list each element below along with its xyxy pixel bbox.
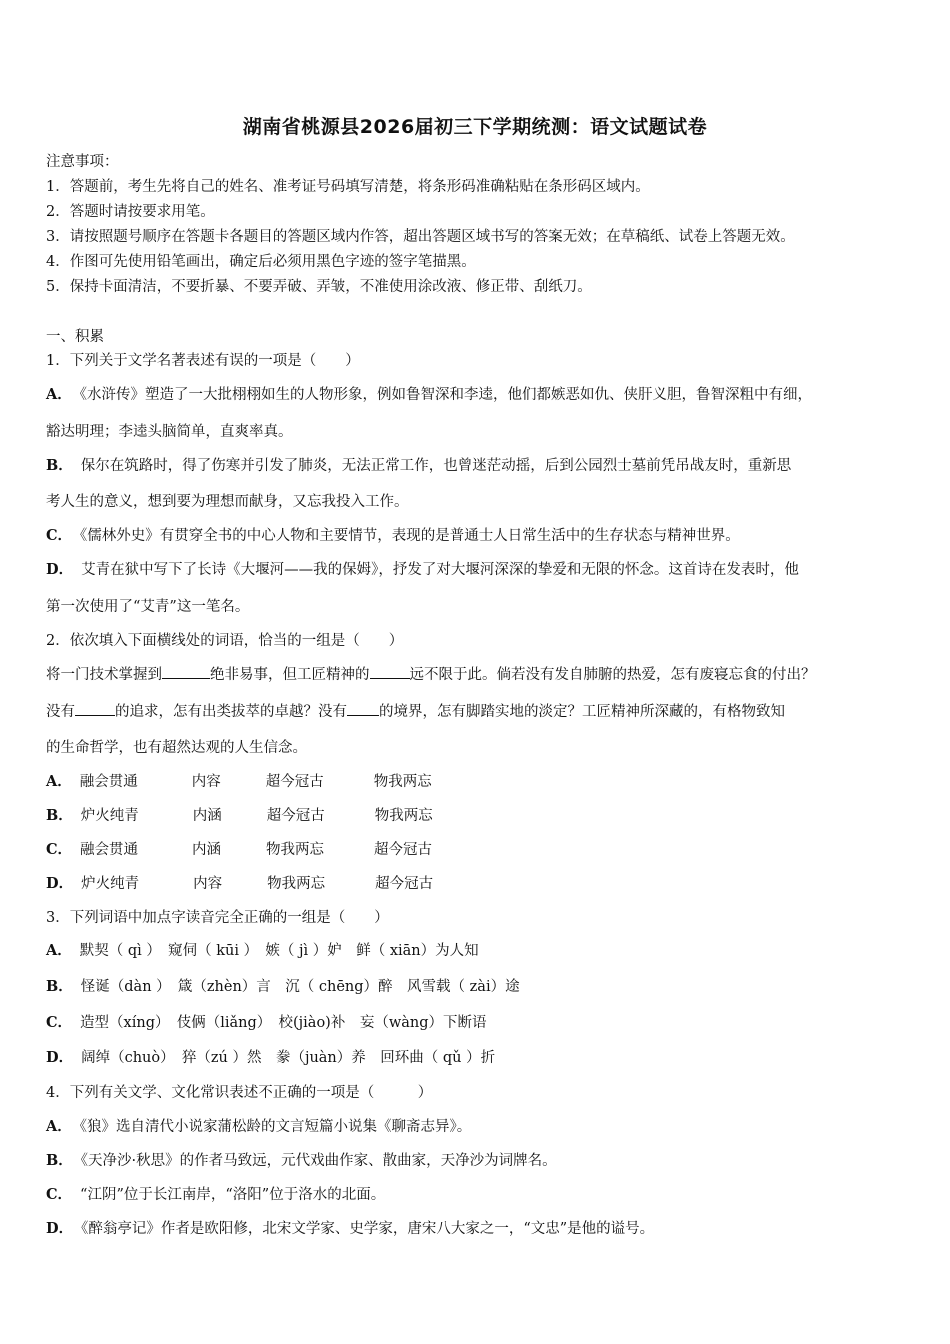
option-label: C． bbox=[46, 841, 73, 858]
q1-option-d-cont: 第一次使用了“艾青”这一笔名。 bbox=[46, 599, 250, 615]
option-text: 《天净沙·秋思》的作者马致远，元代戏曲作家、散曲家，天净沙为词牌名。 bbox=[80, 1153, 557, 1169]
q1-option-a bbox=[46, 385, 812, 405]
notice-item: 3．请按照题号顺序在答题卡各题目的答题区域内作答，超出答题区域书写的答案无效；在草稿纸、试卷上答题无效。 bbox=[46, 229, 795, 245]
choice-word: 物我两忘 bbox=[267, 876, 326, 892]
choice-word: 超今冠古 bbox=[265, 774, 324, 790]
option-text: 《儒林外史》有贯穿全书的中心人物和主要情节，表现的是普通士人日常生活中的生存状态与精神世界。 bbox=[80, 528, 740, 544]
question-stem-4: 4．下列有关文学、文化常识表述不正确的一项是（ ） bbox=[46, 1085, 433, 1101]
q2-option-b bbox=[46, 806, 433, 826]
option-text: 阔绰（chuò） 猝（zú ）然 豢（juàn）养 回环曲（ qǔ ）折 bbox=[81, 1050, 496, 1066]
option-text: 《水浒传》塑造了一大批栩栩如生的人物形象，例如鲁智深和李逵，他们都嫉恶如仇、侠肝义胆，鲁智深粗中有细， bbox=[79, 387, 813, 403]
option-text: 造型（xíng） 伎俩（liǎng） 校(jiào)补 妄（wàng）下断语 bbox=[80, 1015, 487, 1031]
fill-blank bbox=[162, 664, 210, 679]
option-label: D． bbox=[46, 561, 74, 578]
q4-option-d bbox=[46, 1219, 654, 1239]
option-label: B． bbox=[46, 807, 73, 824]
choice-word: 融会贯通 bbox=[79, 774, 138, 790]
q2-option-c bbox=[46, 840, 432, 860]
q1-option-b bbox=[46, 456, 791, 476]
choice-word: 超今冠古 bbox=[375, 876, 434, 892]
q2-passage-line bbox=[46, 664, 816, 685]
notice-item: 5．保持卡面清洁，不要折暴、不要弄破、弄皱，不准使用涂改液、修正带、刮纸刀。 bbox=[46, 279, 592, 295]
option-label: C． bbox=[46, 527, 73, 544]
option-label: A． bbox=[46, 1118, 72, 1135]
fill-blank bbox=[347, 701, 379, 716]
passage-text: 远不限于此。倘若没有发自肺腑的热爱，怎有废寝忘食的付出？ bbox=[409, 667, 816, 683]
passage-text: 的境界，怎有脚踏实地的淡定？工匠精神所深藏的，有格物致知 bbox=[379, 704, 785, 720]
q1-option-d bbox=[46, 560, 799, 580]
option-label: D． bbox=[46, 1220, 74, 1237]
passage-text: 没有 bbox=[46, 704, 75, 720]
page-title: 湖南省桃源县2026届初三下学期统测：语文试题试卷 bbox=[242, 116, 708, 138]
choice-word: 物我两忘 bbox=[373, 774, 432, 790]
question-stem-2: 2．依次填入下面横线处的词语，恰当的一组是（ ） bbox=[46, 633, 404, 649]
q1-option-a-cont: 豁达明理；李逵头脑简单，直爽率真。 bbox=[46, 424, 293, 440]
option-label: B． bbox=[46, 457, 73, 474]
q1-option-c bbox=[46, 526, 740, 546]
choice-word: 融会贯通 bbox=[80, 842, 139, 858]
option-label: D． bbox=[46, 1049, 74, 1066]
choice-word: 超今冠古 bbox=[374, 842, 433, 858]
choice-word: 超今冠古 bbox=[266, 808, 325, 824]
section-title: 一、积累 bbox=[46, 329, 104, 345]
option-text: 《醉翁亭记》作者是欧阳修，北宋文学家、史学家，唐宋八大家之一，“文忠”是他的谥号。 bbox=[81, 1221, 655, 1237]
option-text: 保尔在筑路时，得了伤寒并引发了肺炎，无法正常工作，也曾迷茫动摇，后到公园烈士墓前凭吊战友时，重新思 bbox=[80, 458, 792, 474]
passage-text: 绝非易事，但工匠精神的 bbox=[210, 667, 370, 683]
q1-option-b-cont: 考人生的意义，想到要为理想而献身，又忘我投入工作。 bbox=[46, 494, 409, 510]
q4-option-c bbox=[46, 1185, 385, 1205]
option-label: D． bbox=[46, 875, 74, 892]
passage-text: 的追求，怎有出类拔萃的卓越？没有 bbox=[115, 704, 347, 720]
q2-passage-line bbox=[46, 701, 785, 722]
option-label: A． bbox=[46, 773, 72, 790]
option-text: 怪诞（dàn ） 箴（zhèn）言 沉（ chēng）醉 风雪载（ zài）途 bbox=[80, 979, 520, 995]
choice-word: 物我两忘 bbox=[374, 808, 433, 824]
option-label: C． bbox=[46, 1186, 73, 1203]
choice-word: 内容 bbox=[193, 876, 223, 892]
q4-option-a bbox=[46, 1117, 471, 1137]
q2-passage-line: 的生命哲学，也有超然达观的人生信念。 bbox=[46, 740, 307, 756]
choice-word: 炉火纯青 bbox=[80, 808, 139, 824]
option-text: 默契（ qì ） 窥伺（ kūi ） 嫉（ jì ）妒 鲜（ xiān）为人知 bbox=[79, 943, 479, 959]
option-label: B． bbox=[46, 978, 73, 995]
option-text: “江阴”位于长江南岸，“洛阳”位于洛水的北面。 bbox=[80, 1187, 386, 1203]
option-text: 《狼》选自清代小说家蒲松龄的文言短篇小说集《聊斋志异》。 bbox=[79, 1119, 472, 1135]
passage-text: 将一门技术掌握到 bbox=[46, 667, 162, 683]
q3-option-a bbox=[46, 941, 479, 961]
choice-word: 炉火纯青 bbox=[81, 876, 140, 892]
notice-item: 4．作图可先使用铅笔画出，确定后必须用黑色字迹的签字笔描黑。 bbox=[46, 254, 476, 270]
notice-item: 1．答题前，考生先将自己的姓名、准考证号码填写清楚，将条形码准确粘贴在条形码区域内。 bbox=[46, 179, 650, 195]
notice-item: 2．答题时请按要求用笔。 bbox=[46, 204, 215, 220]
option-text: 艾青在狱中写下了长诗《大堰河——我的保姆》，抒发了对大堰河深深的挚爱和无限的怀念。这首诗在发表时，他 bbox=[81, 562, 799, 578]
q3-option-c bbox=[46, 1013, 487, 1033]
choice-word: 内涵 bbox=[192, 808, 222, 824]
choice-word: 物我两忘 bbox=[266, 842, 325, 858]
q4-option-b bbox=[46, 1151, 557, 1171]
q2-option-d bbox=[46, 874, 433, 894]
option-label: C． bbox=[46, 1014, 73, 1031]
q2-option-a bbox=[46, 772, 432, 792]
q3-option-d bbox=[46, 1048, 495, 1068]
option-label: A． bbox=[46, 386, 72, 403]
question-stem-1: 1．下列关于文学名著表述有误的一项是（ ） bbox=[46, 353, 360, 369]
q3-option-b bbox=[46, 977, 520, 997]
option-label: A． bbox=[46, 942, 72, 959]
notice-heading: 注意事项： bbox=[46, 154, 119, 170]
fill-blank bbox=[370, 664, 410, 679]
choice-word: 内涵 bbox=[192, 842, 222, 858]
choice-word: 内容 bbox=[191, 774, 221, 790]
question-stem-3: 3．下列词语中加点字读音完全正确的一组是（ ） bbox=[46, 910, 389, 926]
fill-blank bbox=[75, 701, 115, 716]
option-label: B． bbox=[46, 1152, 73, 1169]
